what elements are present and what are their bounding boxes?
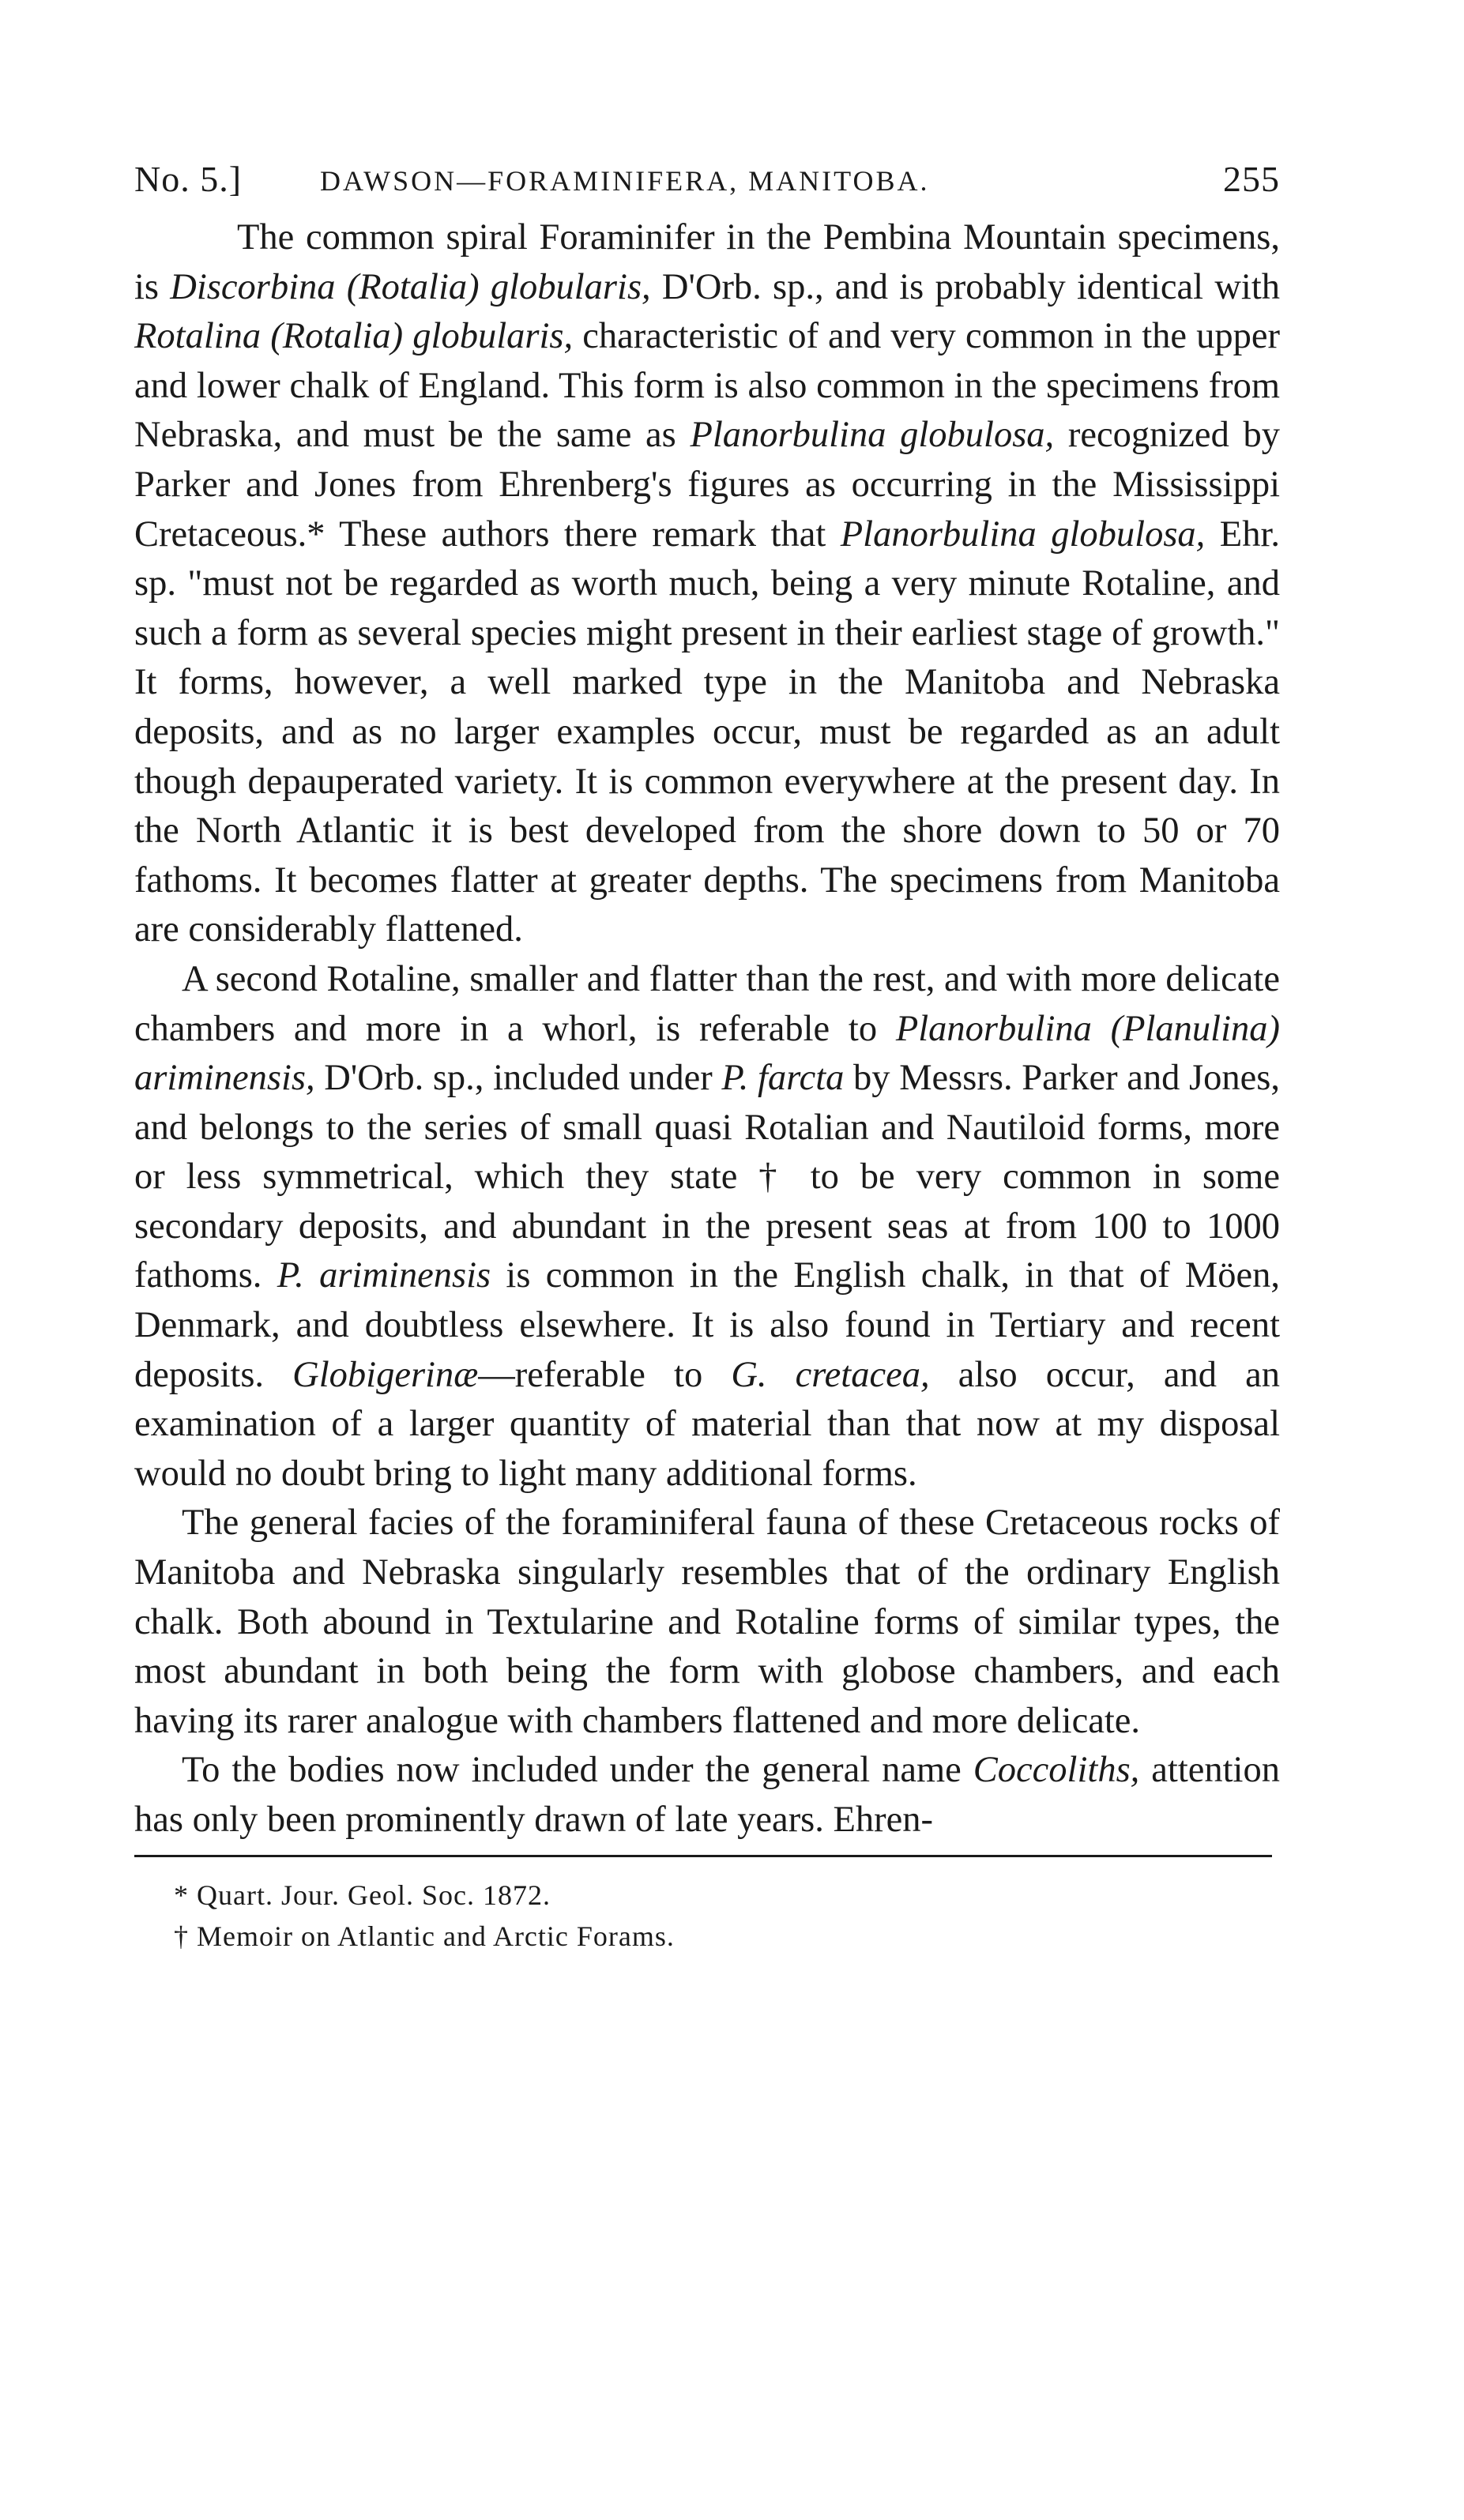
text-run: A second Rotaline, smaller and flatter than the rest, and with more delicate chambers and more in a whorl, is referable to xyxy=(134,958,1280,1049)
taxon-name: Discorbina (Rotalia) globularis, xyxy=(170,266,651,307)
taxon-name: Rotalina (Rotalia) globularis, xyxy=(134,316,574,357)
text-run: To the bodies now included under the general name xyxy=(182,1750,973,1791)
taxon-name: Coccoliths, xyxy=(973,1750,1140,1791)
paragraph-1 xyxy=(134,213,1280,955)
footnotes xyxy=(134,1875,1280,1957)
footnote-2: † Memoir on Atlantic and Arctic Forams. xyxy=(174,1920,675,1952)
taxon-name: G. cretacea, xyxy=(731,1354,930,1395)
paragraph-2 xyxy=(134,955,1280,1499)
text-run: is common in the English chalk, in that of Möen, Denmark, and doubtless elsewhere. It is also found in Tertiary and recent deposits. xyxy=(134,1255,1281,1395)
text-run: attention has only been prominently drawn of late years. Ehren- xyxy=(134,1750,1280,1840)
page-number: 255 xyxy=(1223,159,1280,199)
text-run: characteristic of and very common in the upper and lower chalk of England. This form is also common in the specimens from Nebraska, and must be the same as xyxy=(134,316,1281,456)
paragraph-4 xyxy=(134,1746,1280,1845)
taxon-name: Planorbulina globulosa, xyxy=(840,513,1206,555)
body-text xyxy=(134,213,1280,1845)
footnote-1: * Quart. Jour. Geol. Soc. 1872. xyxy=(174,1879,551,1911)
taxon-name: P. ariminensis xyxy=(277,1255,491,1296)
text-run: by Messrs. Parker and Jones, and belongs to the series of small quasi Rotalian and Nautiloid forms, more or less symmetrical, which they state † to be very common in some secondary deposits, and abundant in the present seas at from 100 to 1000 fathoms. xyxy=(134,1058,1280,1296)
text-run: D'Orb. sp., and is probably identical with xyxy=(650,266,1280,307)
taxon-name: Globigerinæ xyxy=(292,1354,479,1395)
taxon-name: Planorbulina (Planulina) ariminensis, xyxy=(134,1008,1280,1099)
text-run: The general facies of the foraminiferal fauna of these Cretaceous rocks of Manitoba and Nebraska singularly resembles that of the ordinary English chalk. Both abound in Textularine and Rotaline forms of similar types, the most abundant in both being the form with globose chambers, and each having its rarer analogue with chambers flattened and more delicate. xyxy=(134,1503,1280,1741)
document-page xyxy=(134,158,1280,1957)
text-run: D'Orb. sp., included under xyxy=(314,1058,722,1099)
footnote-rule xyxy=(134,1855,1272,1857)
text-run: —referable to xyxy=(478,1354,732,1395)
issue-number: No. 5.] xyxy=(134,159,243,199)
running-title: DAWSON—FORAMINIFERA, MANITOBA. xyxy=(320,165,930,197)
text-run: recognized by Parker and Jones from Ehrenberg's figures as occurring in the Mississippi Cretaceous.* These authors there remark that xyxy=(134,415,1280,555)
text-run: also occur, and an examination of a larger quantity of material than that now at my disposal would no doubt bring to light many additional forms. xyxy=(134,1354,1280,1494)
taxon-name: Planorbulina globulosa, xyxy=(690,415,1055,456)
running-header xyxy=(134,158,1280,213)
text-run: The common spiral Foraminifer in the Pembina Mountain specimens, is xyxy=(134,217,1280,307)
taxon-name: P. farcta xyxy=(721,1058,845,1099)
paragraph-3 xyxy=(134,1499,1280,1746)
text-run: Ehr. sp. "must not be regarded as worth much, being a very minute Rotaline, and such a form as several species might present in their earliest stage of growth." It forms, however, a well marked type in the Manitoba and Nebraska deposits, and as no larger examples occur, must be regarded as an adult though depauperated variety. It is common everywhere at the present day. In the North Atlantic it is best developed from the shore down to 50 or 70 fathoms. It becomes flatter at greater depths. The specimens from Manitoba are considerably flattened. xyxy=(134,513,1280,950)
